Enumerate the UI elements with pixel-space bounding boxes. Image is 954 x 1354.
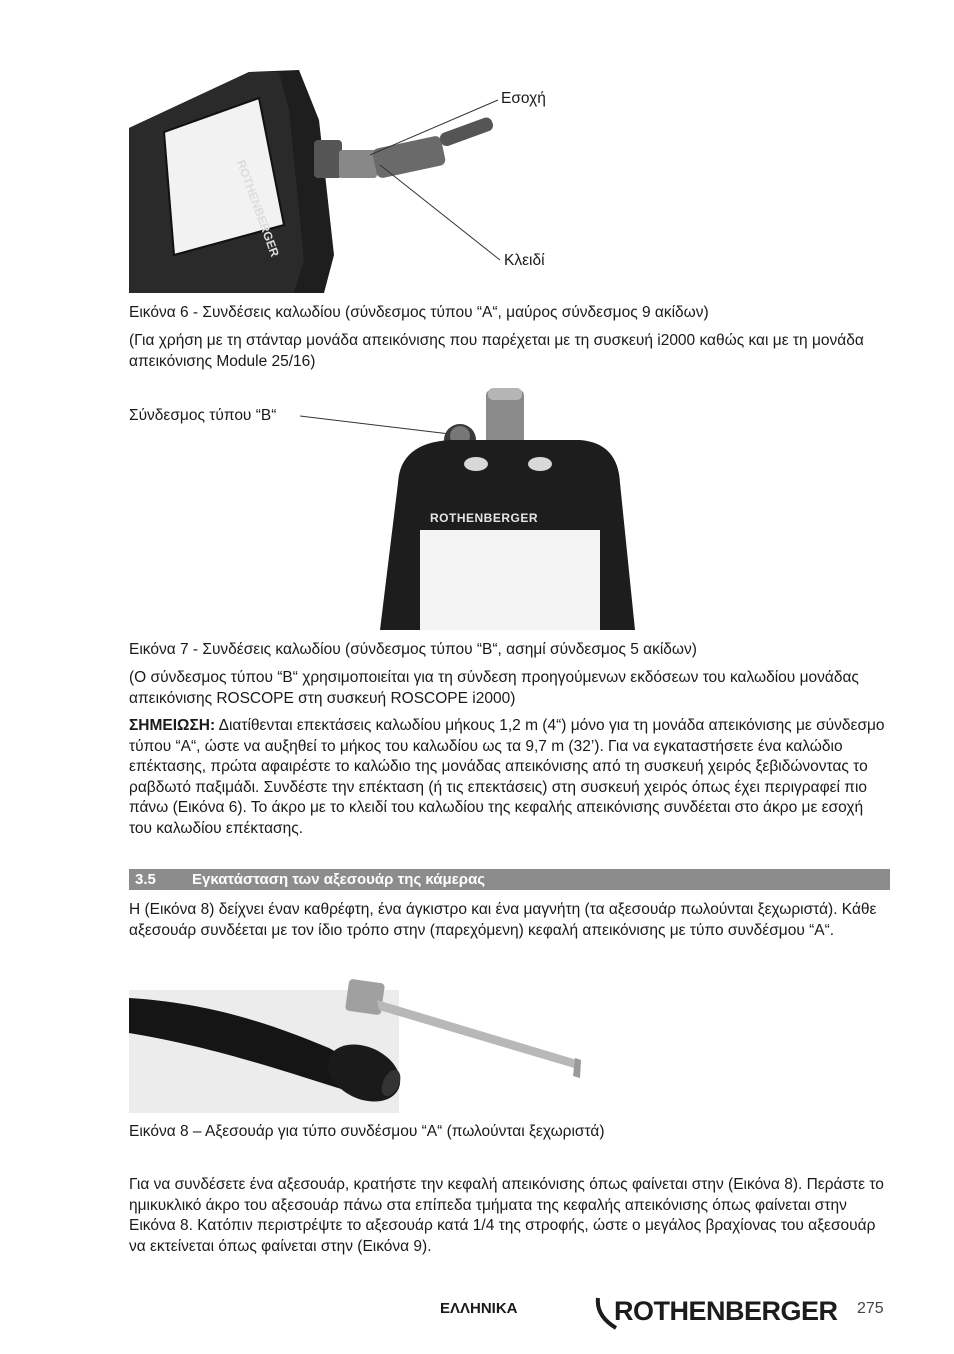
label-connector-b: Σύνδεσμος τύπου “B“ — [129, 407, 277, 424]
section-title: Εγκατάσταση των αξεσουάρ της κάμερας — [192, 871, 486, 888]
figure-8-photo — [129, 978, 589, 1113]
figure-6-note: (Για χρήση με τη στάνταρ μονάδα απεικόνισης που παρέχεται με τη συσκευή i2000 καθώς και με τη μονάδα απεικόνισης Module 25/16) — [129, 332, 864, 370]
page-number: 275 — [857, 1300, 884, 1317]
figure-7-caption: Εικόνα 7 - Συνδέσεις καλωδίου (σύνδεσμος τύπου “B“, ασημί σύνδεσμος 5 ακίδων) — [129, 641, 697, 658]
section-number: 3.5 — [135, 871, 156, 888]
logo-text: ROTHENBERGER — [614, 1296, 838, 1326]
figure-8-caption: Εικόνα 8 – Αξεσουάρ για τύπο συνδέσμου “A“ (πωλούνται ξεχωριστά) — [129, 1123, 605, 1140]
rothenberger-logo — [594, 1296, 839, 1330]
section-intro: Η (Εικόνα 8) δείχνει έναν καθρέφτη, ένα άγκιστρο και ένα μαγνήτη (τα αξεσουάρ πωλούνται ξεχωριστά). Κάθε αξεσουάρ συνδέεται με τον ίδιο τρόπο στην (παρεχόμενη) κεφαλή απεικόνισης με τύπο συνδέσμου “A“. — [129, 901, 877, 939]
section-heading — [129, 869, 890, 890]
footer-language: ΕΛΛΗΝΙΚΑ — [440, 1300, 518, 1317]
device-brand-text-fig7: ROTHENBERGER — [430, 511, 539, 525]
figure-6-caption: Εικόνα 6 - Συνδέσεις καλωδίου (σύνδεσμος τύπου “A“, μαύρος σύνδεσμος 9 ακίδων) — [129, 304, 709, 321]
device-brand-text: ROTHENBERGER — [233, 158, 282, 259]
label-key: Κλειδί — [504, 252, 545, 269]
notice-text: Διατίθενται επεκτάσεις καλωδίου μήκους 1,2 m (4“) μόνο για τη μονάδα απεικόνισης με σύνδεσμο τύπου “A“, ώστε να αυξηθεί το μήκος του καλωδίου ως τα 9,7 m (32’). Για να εγκαταστήσετε ένα καλώδιο επέκτασης, πρώτα αφαιρέστε το καλώδιο της μονάδας απεικόνισης από τη συσκευή χειρός ξεβιδώνοντας το ραβδωτό παξιμάδι. Συνδέστε την επέκταση (ή τις επεκτάσεις) στη συσκευή χειρός όπως έχει περιγραφεί πιο πάνω (Εικόνα 6). Το άκρο με το κλειδί του καλωδίου της κεφαλής απεικόνισης συνδέεται στο άκρο με εσοχή του καλωδίου επέκτασης. — [129, 717, 885, 837]
notice-label: ΣΗΜΕΙΩΣΗ: — [129, 717, 216, 734]
callout-lines-fig6 — [370, 90, 510, 270]
notice-paragraph — [129, 716, 889, 839]
figure-7-note: (Ο σύνδεσμος τύπου “B“ χρησιμοποιείται για τη σύνδεση προηγούμενων εκδόσεων του καλωδίου μονάδας απεικόνισης ROSCOPE στη συσκευή ROSCOPE i2000) — [129, 669, 859, 707]
figure-7-photo — [380, 388, 638, 630]
label-notch: Εσοχή — [501, 90, 546, 107]
instructions-paragraph: Για να συνδέσετε ένα αξεσουάρ, κρατήστε την κεφαλή απεικόνισης όπως φαίνεται στην (Εικόνα 8). Περάστε το ημικυκλικό άκρο του αξεσουάρ πάνω στα επίπεδα τμήματα της κεφαλής απεικόνισης όπως φαίνεται στην Εικόνα 8. Κατόπιν περιστρέψτε το αξεσουάρ κατά 1/4 της στροφής, ώστε ο μεγάλος βραχίονας του αξεσουάρ να εκτείνεται όπως φαίνεται στην (Εικόνα 9). — [129, 1176, 884, 1255]
